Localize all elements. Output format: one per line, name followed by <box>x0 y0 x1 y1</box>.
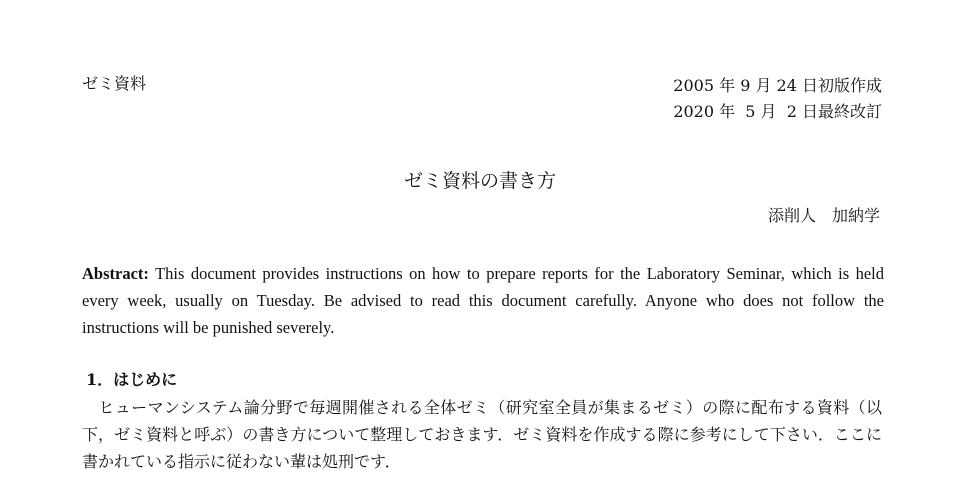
header-label: ゼミ資料 <box>82 74 147 93</box>
abstract <box>82 260 884 341</box>
section-body <box>82 394 882 475</box>
revised-date: 2020 年 5 月 2 日最終改訂 <box>673 102 882 121</box>
abstract-text: This document provides instructions on how to prepare reports for the Laboratory Seminar, which is held every week, usually on Tuesday. Be advised to read this document carefully. Anyone who does not follow the instructions will be punished severely. <box>82 264 884 337</box>
section-body-text: ヒューマンシステム論分野で毎週開催される全体ゼミ（研究室全員が集まるゼミ）の際に配布する資料（以下，ゼミ資料と呼ぶ）の書き方について整理しておきます．ゼミ資料を作成する際に参考にして下さい．ここに書かれている指示に従わない輩は処刑です． <box>82 398 882 471</box>
revision-dates <box>673 73 882 125</box>
author-line: 添削人 加納学 <box>767 206 880 225</box>
created-date: 2005 年 9 月 24 日初版作成 <box>673 76 882 95</box>
section-heading: 1．はじめに <box>86 370 178 389</box>
document-title: ゼミ資料の書き方 <box>403 170 556 192</box>
abstract-label: Abstract: <box>82 264 149 283</box>
